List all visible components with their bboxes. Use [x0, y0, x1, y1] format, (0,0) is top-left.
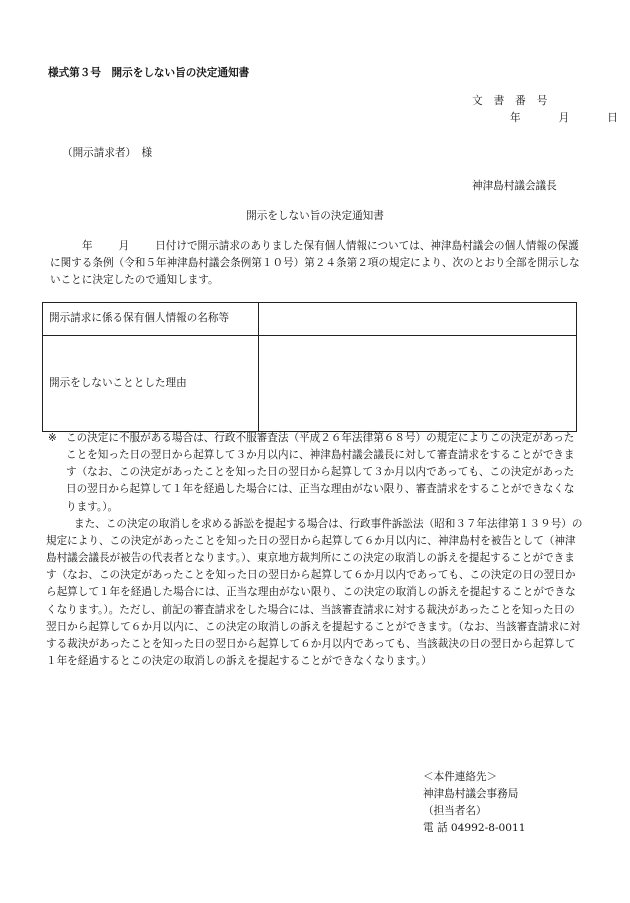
reason-value — [259, 336, 577, 432]
recipient-line: （開示請求者） 様 — [62, 147, 153, 159]
info-name-value — [259, 303, 577, 336]
note-mark: ※ — [48, 432, 57, 444]
document-title: 開示をしない旨の決定通知書 — [246, 210, 384, 222]
body-lead-text: 日付けで開示請求のありました保有個人情報については、神津島村議会の個人情報の保護に関する条例（令和５年神津島村議会条例第１０号）第２４条第２項の規定により、次のとおり全部を開示しないことに決定したので通知します。 — [50, 240, 580, 287]
table-row-info-name — [43, 303, 577, 336]
contact-heading: ＜本件連絡先＞ — [423, 771, 498, 783]
document-date-line — [472, 110, 618, 127]
note-appeal-text: この決定に不服がある場合は、行政不服審査法（平成２６年法律第６８号）の規定によりこの決定があったことを知った日の翌日から起算して３か月以内に、神津島村議会議長に対して審査請求をすることができます（なお、この決定があったことを知った日の翌日から起算して３か月以内であっても、この決定があった日の翌日から起算して１年を経過した場合には、正当な理由がない限り、審査請求をすることができなくなります。）。 — [66, 432, 575, 513]
disclosure-info-table — [42, 302, 577, 432]
contact-person: （担当者名） — [423, 805, 487, 818]
notes-section — [46, 430, 584, 670]
contact-office: 神津島村議会事務局 — [423, 788, 519, 801]
body-paragraph — [50, 238, 582, 289]
body-year-label: 年 — [82, 240, 93, 252]
note-appeal — [46, 430, 584, 516]
reason-label: 開示をしないこととした理由 — [43, 336, 259, 432]
document-number-label: 文書番号 — [472, 95, 559, 107]
form-label: 様式第３号 開示をしない旨の決定通知書 — [48, 67, 250, 79]
table-row-reason — [43, 336, 577, 432]
date-day: 日 — [607, 112, 618, 124]
contact-phone: 電 話 04992-8-0011 — [423, 822, 526, 835]
body-month-label: 月 — [118, 240, 130, 252]
date-month: 月 — [558, 112, 570, 124]
sender-name: 神津島村議会議長 — [472, 180, 557, 192]
info-name-label: 開示請求に係る保有個人情報の名称等 — [43, 303, 259, 336]
note-lawsuit: また、この決定の取消しを求める訴訟を提起する場合は、行政事件訴訟法（昭和３７年法律第１３９号）の規定により、この決定があったことを知った日の翌日から起算して６か月以内に、神津島村を被告として（神津島村議会議長が被告の代表者となります。）、東京地方裁判所にこの決定の取消しの訴えを提起することができます（なお、この決定があったことを知った日の翌日から起算して６か月以内であっても、この決定の日の翌日から起算して１年を経過した場合には、正当な理由がない限り、この決定の取消しの訴えを提起することができなくなります。）。ただし、前記の審査請求をした場合には、当該審査請求に対する裁決があったことを知った日の翌日から起算して６か月以内に、この決定の取消しの訴えを提起することができます。（なお、当該審査請求に対する裁決があったことを知った日の翌日から起算して６か月以内であっても、当該裁決の日の翌日から起算して１年を経過するとこの決定の取消しの訴えを提起することができなくなります。） — [46, 517, 583, 668]
date-year: 年 — [510, 112, 521, 124]
contact-block — [423, 769, 525, 838]
